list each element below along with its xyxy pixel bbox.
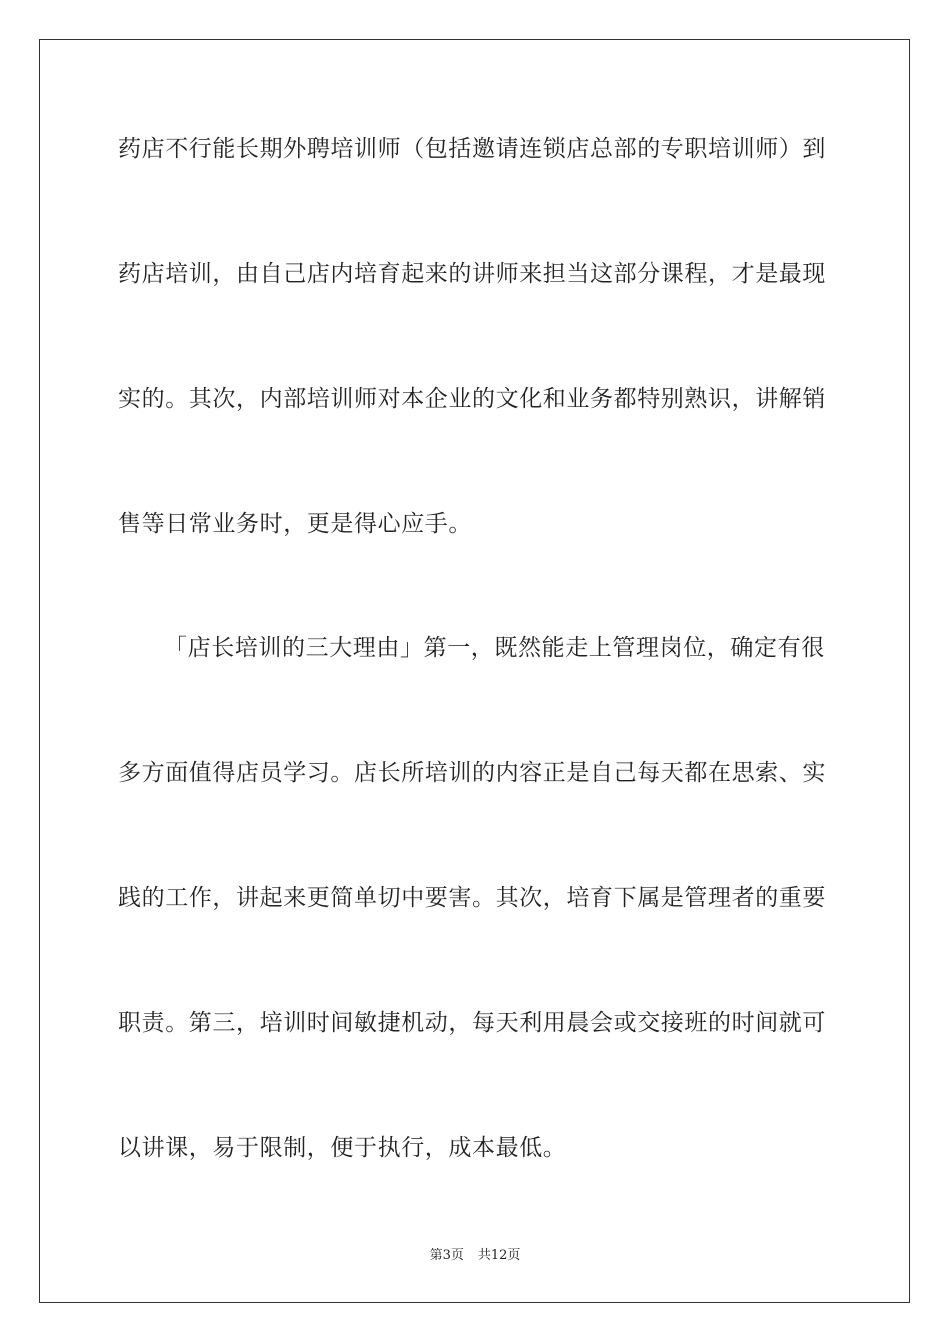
paragraph-line: 售等日常业务时，更是得心应手。 [118, 511, 472, 537]
page-border [39, 39, 910, 1303]
paragraph-line: 药店不行能长期外聘培训师（包括邀请连锁店总部的专职培训师）到 [118, 136, 826, 162]
paragraph-line: 以讲课，易于限制，便于执行，成本最低。 [118, 1135, 567, 1161]
paragraph-line: 职责。第三，培训时间敏捷机动，每天利用晨会或交接班的时间就可 [118, 1010, 826, 1036]
paragraph-line: 践的工作，讲起来更简单切中要害。其次，培育下属是管理者的重要 [118, 885, 826, 911]
page-number: 第3页 [429, 1248, 464, 1263]
paragraph-line: 「店长培训的三大理由」第一，既然能走上管理岗位，确定有很 [164, 635, 825, 661]
page-total: 共12页 [477, 1248, 521, 1263]
paragraph-line: 药店培训，由自己店内培育起来的讲师来担当这部分课程，才是最现 [118, 261, 826, 287]
paragraph-line: 实的。其次，内部培训师对本企业的文化和业务都特别熟识，讲解销 [118, 386, 826, 412]
page-footer [0, 1247, 950, 1265]
paragraph-line: 多方面值得店员学习。店长所培训的内容正是自己每天都在思索、实 [118, 760, 826, 786]
